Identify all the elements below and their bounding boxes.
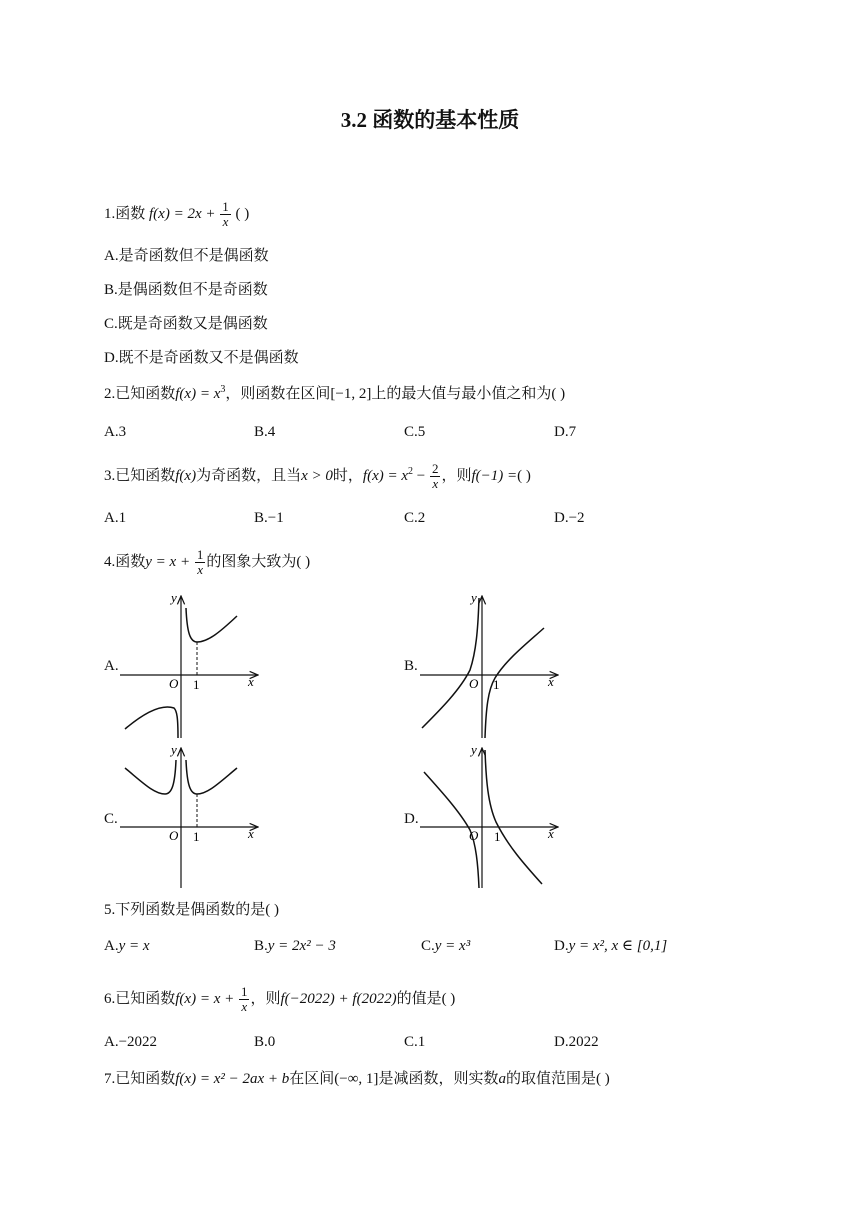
q6-text-b: ，则 [250,990,281,1007]
q2-text-a: 2.已知函数 [104,386,176,402]
q3-text-d: ，则 [441,467,472,484]
graph-a-x-label: x [248,674,254,689]
q3-text-b: 为奇函数，且当 [196,467,302,484]
q5-option-c-prefix: C. [421,938,435,954]
q3-frac-den: x [432,476,439,491]
q4-text-b: 的图象大致为( ) [206,553,311,570]
q6-frac-num: 1 [240,984,248,999]
question-7-stem [104,1068,610,1090]
graph-d-right-branch [485,750,542,884]
q1-option-a: A.是奇函数但不是偶函数 [104,248,269,264]
question-4-stem [104,548,310,577]
q3-fx: f(x) [175,467,197,484]
graph-c-label: C. [104,811,118,827]
q1-blank: ( ) [235,205,250,222]
q3-minus: − [413,467,426,484]
q5-option-b-prefix: B. [254,938,268,954]
q5-option-d-expr: y = x², x ∈ [0,1] [568,938,668,954]
question-3-stem [104,462,531,491]
question-2-stem [104,383,565,405]
q1-frac-num: 1 [222,199,229,214]
graph-b-origin: O [469,676,479,691]
graph-d-tick: 1 [494,829,501,844]
q2-option-a: A.3 [104,424,127,440]
q6-ask: f(−2022) + f(2022) [280,990,397,1007]
graph-d-x-label: x [548,826,554,841]
graph-a-right-branch [186,608,237,642]
q3-frac-num: 2 [431,461,439,476]
q2-option-c: C.5 [404,424,426,440]
graph-b-label: B. [404,658,418,674]
q3-expression: f(x) = x [362,467,409,484]
q5-option-c-expr: y = x³ [434,938,471,954]
graph-b-x-label: x [548,674,554,689]
graph-b [420,590,565,740]
q3-text-c: 时， [332,467,363,484]
q4-text-a: 4.函数 [104,553,146,570]
q6-option-d: D.2022 [554,1034,599,1050]
q1-option-c: C.既是奇函数又是偶函数 [104,316,268,332]
graph-d [420,742,565,890]
q3-text-a: 3.已知函数 [104,467,176,484]
q5-option-a [104,935,150,957]
q4-fraction [195,548,206,577]
q3-fraction [430,462,441,491]
q7-interval: (−∞, 1] [334,1071,379,1087]
graph-d-y-label: y [471,742,477,757]
q7-text-a: 7.已知函数 [104,1071,176,1087]
q5-option-a-expr: y = x [118,938,150,954]
graph-b-y-label: y [471,590,477,605]
q1-frac-den: x [222,214,229,229]
q3-blank: ( ) [517,467,531,484]
q7-expression: f(x) = x² − 2ax + b [175,1071,290,1087]
q3-option-d: D.−2 [554,510,585,526]
q1-prefix: 1.函数 [104,205,146,222]
q2-interval: [−1, 2] [330,386,372,402]
graph-a-tick: 1 [193,677,200,692]
q6-text-c: 的值是( ) [396,990,456,1007]
graph-a-label: A. [104,658,119,674]
q6-text-a: 6.已知函数 [104,990,176,1007]
graph-b-tick: 1 [493,677,500,692]
q1-option-b: B.是偶函数但不是奇函数 [104,282,268,298]
graph-d-origin: O [469,828,479,843]
q5-option-b-expr: y = 2x² − 3 [267,938,336,954]
q2-text-b: ，则函数在区间 [225,386,331,402]
q6-expression: f(x) = x + [175,990,235,1007]
q2-exponent: 3 [220,384,226,395]
q3-ask: f(−1) = [471,467,518,484]
q4-frac-num: 1 [196,547,204,562]
q5-option-d [554,935,667,957]
graph-c-x-label: x [248,826,254,841]
q4-expression: y = x + [145,553,191,570]
graph-d-label: D. [404,811,419,827]
question-1-stem [104,200,249,229]
q7-text-b: 在区间 [289,1071,335,1087]
q7-text-c: 是减函数，则实数 [378,1071,499,1087]
question-5-stem: 5.下列函数是偶函数的是( ) [104,902,279,918]
q2-expression: f(x) = x [175,386,221,402]
page-title: 3.2 函数的基本性质 [340,108,520,132]
graph-c-origin: O [169,828,179,843]
q3-option-a: A.1 [104,510,127,526]
q1-expression: f(x) = 2x + [149,205,216,222]
q3-option-c: C.2 [404,510,426,526]
graph-c [120,742,265,890]
q7-var: a [498,1071,506,1087]
q1-option-d: D.既不是奇函数又不是偶函数 [104,350,299,366]
graph-c-left-branch [125,760,176,794]
q3-condition: x > 0 [301,467,333,484]
graph-a-origin: O [169,676,179,691]
q2-option-d: D.7 [554,424,577,440]
q6-option-b: B.0 [254,1034,276,1050]
question-6-stem [104,985,455,1014]
q6-frac-den: x [241,999,248,1014]
q3-option-b: B.−1 [254,510,284,526]
q3-exponent: 2 [408,465,414,477]
q1-fraction [220,200,231,229]
q5-option-d-prefix: D. [554,938,569,954]
graph-a-y-label: y [171,590,177,605]
q6-option-a: A.−2022 [104,1034,158,1050]
q2-option-b: B.4 [254,424,276,440]
graph-a [120,590,265,740]
q7-text-d: 的取值范围是( ) [505,1071,610,1087]
q5-option-b [254,935,336,957]
graph-c-y-label: y [171,742,177,757]
graph-c-tick: 1 [193,829,200,844]
graph-b-left-branch [422,598,479,728]
q2-text-c: 上的最大值与最小值之和为( ) [371,386,566,402]
q6-fraction [239,985,250,1014]
q4-frac-den: x [197,562,203,577]
graph-c-right-branch [186,760,237,794]
graph-a-left-branch [125,707,178,738]
q5-option-c [421,935,470,957]
q6-option-c: C.1 [404,1034,426,1050]
q5-option-a-prefix: A. [104,938,119,954]
